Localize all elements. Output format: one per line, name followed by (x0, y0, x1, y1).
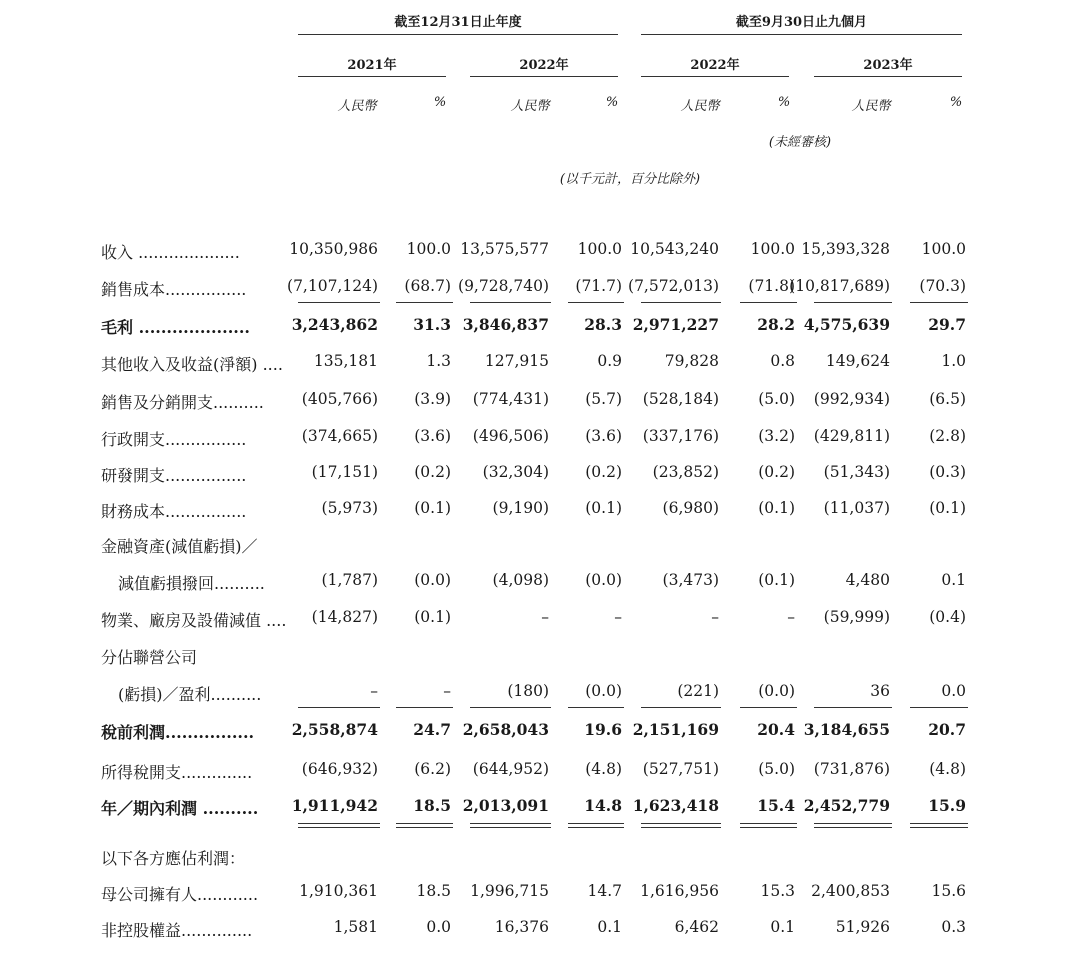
row-percent: (3.6) (414, 427, 451, 445)
total-double-rule (396, 827, 453, 828)
header-rule (298, 34, 618, 35)
row-amount: 4,480 (845, 571, 890, 589)
row-amount: (59,999) (823, 608, 890, 626)
row-percent: (0.0) (758, 682, 795, 700)
row-percent: (5.0) (758, 390, 795, 408)
row-percent: 1.0 (941, 352, 966, 370)
row-percent: 24.7 (413, 720, 451, 739)
total-double-rule (298, 823, 380, 824)
row-amount: (10,817,689) (789, 277, 890, 295)
row-percent: 15.6 (931, 882, 966, 900)
row-amount: (3,473) (662, 571, 719, 589)
row-amount: (7,572,013) (628, 277, 719, 295)
header-group-ninemonth: 截至9月30日止九個月 (735, 15, 868, 30)
row-percent: (0.1) (414, 499, 451, 517)
row-percent: (71.8) (748, 277, 795, 295)
header-rule (470, 76, 618, 77)
row-percent: (6.5) (929, 390, 966, 408)
row-label: 財務成本................ (101, 502, 247, 521)
header-group-year: 截至12月31日止年度 (394, 15, 522, 30)
row-percent: 0.0 (941, 682, 966, 700)
row-label: 母公司擁有人............ (101, 885, 259, 904)
subtotal-rule (470, 707, 551, 708)
row-amount: (180) (507, 682, 549, 700)
header-currency: 人民幣 (337, 99, 377, 114)
row-amount: 2,658,043 (462, 720, 549, 739)
total-double-rule (470, 827, 551, 828)
total-double-rule (470, 823, 551, 824)
row-percent: 0.3 (941, 918, 966, 936)
row-percent: (3.9) (414, 390, 451, 408)
header-percent: % (949, 95, 963, 110)
header-currency: 人民幣 (680, 99, 720, 114)
row-percent: (0.3) (929, 463, 966, 481)
header-percent: % (433, 95, 447, 110)
row-amount: (17,151) (311, 463, 378, 481)
row-percent: (0.1) (414, 608, 451, 626)
total-double-rule (814, 823, 892, 824)
subtotal-rule (396, 302, 453, 303)
row-percent: (3.2) (758, 427, 795, 445)
header-rule (298, 76, 446, 77)
total-double-rule (910, 823, 968, 824)
row-label: 其他收入及收益(淨額) .... (101, 355, 283, 374)
row-amount: 2,013,091 (462, 796, 549, 815)
row-amount: 36 (870, 682, 890, 700)
row-label: 研發開支................ (101, 466, 247, 485)
header-currency: 人民幣 (510, 99, 550, 114)
row-amount: (644,952) (472, 760, 549, 778)
row-label: 減值虧損撥回.......... (118, 574, 265, 593)
row-amount: 1,910,361 (299, 882, 378, 900)
subtotal-rule (396, 707, 453, 708)
row-amount: 1,623,418 (632, 796, 719, 815)
subtotal-rule (568, 302, 624, 303)
row-percent: 29.7 (928, 315, 966, 334)
row-amount: 1,911,942 (291, 796, 378, 815)
row-amount: (4,098) (492, 571, 549, 589)
subtotal-rule (814, 302, 892, 303)
row-amount: (646,932) (301, 760, 378, 778)
row-percent: (0.0) (414, 571, 451, 589)
row-amount: (405,766) (301, 390, 378, 408)
unit-note: (以千元計，百分比除外) (559, 172, 701, 187)
header-year: 2023年 (863, 58, 913, 73)
row-amount: 3,184,655 (803, 720, 890, 739)
row-percent: 100.0 (750, 240, 795, 258)
row-amount: (374,665) (301, 427, 378, 445)
row-amount: 51,926 (835, 918, 890, 936)
row-amount: (9,728,740) (458, 277, 549, 295)
row-label: 行政開支................ (101, 430, 247, 449)
row-amount: (11,037) (823, 499, 890, 517)
row-percent: (70.3) (919, 277, 966, 295)
row-percent: (0.4) (929, 608, 966, 626)
row-percent: 100.0 (921, 240, 966, 258)
row-amount: 4,575,639 (803, 315, 890, 334)
row-percent: 15.4 (757, 796, 795, 815)
row-percent: 0.1 (597, 918, 622, 936)
total-double-rule (641, 827, 721, 828)
row-amount: (496,506) (472, 427, 549, 445)
row-percent: 20.7 (928, 720, 966, 739)
row-label: 年／期內利潤 .......... (101, 799, 259, 818)
header-rule (814, 76, 962, 77)
subtotal-rule (740, 707, 797, 708)
row-amount: 149,624 (825, 352, 890, 370)
row-percent: 18.5 (413, 796, 451, 815)
row-percent: (0.2) (585, 463, 622, 481)
row-percent: 15.3 (760, 882, 795, 900)
total-double-rule (568, 823, 624, 824)
row-amount: 6,462 (674, 918, 719, 936)
row-percent: (3.6) (585, 427, 622, 445)
row-label: 物業、廠房及設備減值 .... (101, 611, 287, 630)
total-double-rule (910, 827, 968, 828)
row-percent: 20.4 (757, 720, 795, 739)
row-percent: 15.9 (928, 796, 966, 815)
total-double-rule (568, 827, 624, 828)
header-percent: % (605, 95, 619, 110)
row-percent: (5.7) (585, 390, 622, 408)
row-label: (虧損)／盈利.......... (118, 685, 262, 704)
row-percent: (0.0) (585, 571, 622, 589)
total-double-rule (298, 827, 380, 828)
subtotal-rule (641, 302, 721, 303)
row-percent: (4.8) (929, 760, 966, 778)
row-percent: 100.0 (577, 240, 622, 258)
row-amount: 3,243,862 (291, 315, 378, 334)
row-percent: 0.1 (770, 918, 795, 936)
subtotal-rule (814, 707, 892, 708)
header-unaudited: (未經審核) (768, 135, 832, 150)
row-amount: (5,973) (321, 499, 378, 517)
row-percent: (71.7) (575, 277, 622, 295)
subtotal-rule (568, 707, 624, 708)
row-percent: 28.2 (757, 315, 795, 334)
row-percent: (0.1) (758, 571, 795, 589)
row-percent: 28.3 (584, 315, 622, 334)
row-amount: 3,846,837 (462, 315, 549, 334)
row-percent: 14.8 (584, 796, 622, 815)
subtotal-rule (641, 707, 721, 708)
row-percent: (6.2) (414, 760, 451, 778)
total-double-rule (814, 827, 892, 828)
row-amount: (9,190) (492, 499, 549, 517)
row-amount: 127,915 (484, 352, 549, 370)
row-amount: – (541, 608, 549, 626)
row-amount: 2,151,169 (632, 720, 719, 739)
row-amount: (527,751) (642, 760, 719, 778)
row-percent: 0.1 (941, 571, 966, 589)
header-rule (641, 34, 962, 35)
row-amount: 2,400,853 (811, 882, 890, 900)
row-percent: 18.5 (416, 882, 451, 900)
row-amount: (23,852) (652, 463, 719, 481)
row-amount: (337,176) (642, 427, 719, 445)
total-double-rule (740, 827, 797, 828)
row-amount: (429,811) (813, 427, 890, 445)
row-label: 銷售成本................ (101, 280, 247, 299)
row-amount: (1,787) (321, 571, 378, 589)
row-label: 稅前利潤................ (101, 723, 255, 742)
row-percent: (0.1) (929, 499, 966, 517)
row-amount: (7,107,124) (287, 277, 378, 295)
row-amount: (6,980) (662, 499, 719, 517)
row-amount: (14,827) (311, 608, 378, 626)
row-amount: (32,304) (482, 463, 549, 481)
row-amount: (992,934) (813, 390, 890, 408)
header-year: 2022年 (690, 58, 740, 73)
row-label: 以下各方應佔利潤： (101, 849, 246, 868)
row-percent: (4.8) (585, 760, 622, 778)
row-percent: (0.2) (414, 463, 451, 481)
row-percent: – (614, 608, 622, 626)
header-currency: 人民幣 (851, 99, 891, 114)
total-double-rule (740, 823, 797, 824)
row-label: 毛利 .................... (101, 318, 250, 337)
row-amount: 10,543,240 (630, 240, 719, 258)
row-label: 金融資產(減值虧損)／ (101, 537, 258, 556)
row-percent: – (787, 608, 795, 626)
header-percent: % (777, 95, 791, 110)
total-double-rule (641, 823, 721, 824)
row-percent: 31.3 (413, 315, 451, 334)
row-amount: 13,575,577 (460, 240, 549, 258)
row-percent: (68.7) (404, 277, 451, 295)
row-amount: 2,452,779 (803, 796, 890, 815)
row-percent: (2.8) (929, 427, 966, 445)
row-amount: 2,971,227 (632, 315, 719, 334)
row-amount: 2,558,874 (291, 720, 378, 739)
row-label: 所得稅開支.............. (101, 763, 253, 782)
row-amount: (774,431) (472, 390, 549, 408)
row-amount: 10,350,986 (289, 240, 378, 258)
row-amount: 1,996,715 (470, 882, 549, 900)
row-percent: (5.0) (758, 760, 795, 778)
row-percent: 14.7 (587, 882, 622, 900)
total-double-rule (396, 823, 453, 824)
row-amount: (51,343) (823, 463, 890, 481)
header-year: 2021年 (347, 58, 397, 73)
row-percent: (0.1) (758, 499, 795, 517)
row-amount: 1,581 (333, 918, 378, 936)
row-amount: (528,184) (642, 390, 719, 408)
row-percent: 0.0 (426, 918, 451, 936)
row-amount: 79,828 (664, 352, 719, 370)
row-label: 銷售及分銷開支.......... (101, 393, 264, 412)
subtotal-rule (298, 707, 380, 708)
subtotal-rule (298, 302, 380, 303)
row-label: 分佔聯營公司 (101, 648, 198, 667)
header-year: 2022年 (519, 58, 569, 73)
row-amount: (221) (677, 682, 719, 700)
row-amount: 1,616,956 (640, 882, 719, 900)
row-percent: (0.1) (585, 499, 622, 517)
row-percent: – (443, 682, 451, 700)
row-percent: (0.2) (758, 463, 795, 481)
header-rule (641, 76, 789, 77)
row-percent: 0.8 (770, 352, 795, 370)
subtotal-rule (470, 302, 551, 303)
row-amount: 15,393,328 (801, 240, 890, 258)
row-amount: – (370, 682, 378, 700)
row-percent: (0.0) (585, 682, 622, 700)
row-amount: 135,181 (313, 352, 378, 370)
subtotal-rule (910, 707, 968, 708)
subtotal-rule (740, 302, 797, 303)
row-label: 非控股權益.............. (101, 921, 253, 940)
row-label: 收入 .................... (101, 243, 240, 262)
row-percent: 0.9 (597, 352, 622, 370)
row-percent: 100.0 (406, 240, 451, 258)
row-amount: (731,876) (813, 760, 890, 778)
row-amount: 16,376 (494, 918, 549, 936)
row-percent: 1.3 (426, 352, 451, 370)
row-percent: 19.6 (584, 720, 622, 739)
subtotal-rule (910, 302, 968, 303)
row-amount: – (711, 608, 719, 626)
